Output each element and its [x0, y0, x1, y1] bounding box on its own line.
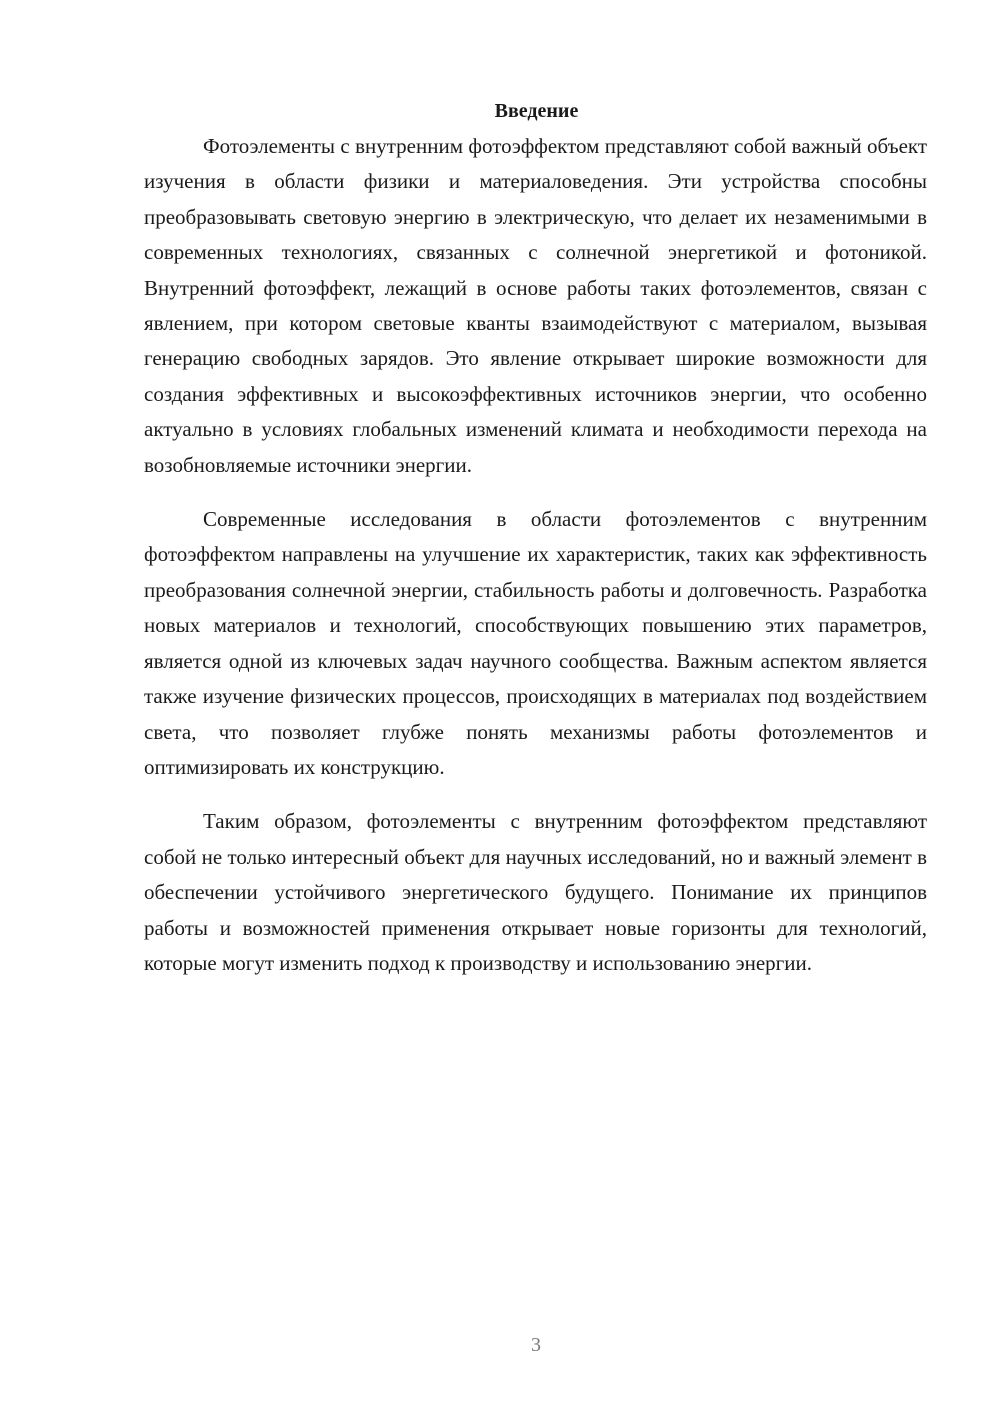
paragraph-2: Современные исследования в области фотоэлементов с внутренним фотоэффектом направлены на улучшение их характеристик, таких как эффективность преобразования солнечной энергии, стабильность работы и долговечность. Разработка новых материалов и технологий, способствующих повышению этих параметров, является одной из ключевых задач научного сообщества. Важным аспектом является также изучение физических процессов, происходящих в материалах под воздействием света, что позволяет глубже понять механизмы работы фотоэлементов и оптимизировать их конструкцию.: [144, 507, 927, 779]
page-number: 3: [531, 1334, 541, 1356]
paragraph-spacer: [144, 785, 927, 804]
section-heading: Введение: [494, 100, 579, 122]
paragraph-spacer: [144, 483, 927, 502]
paragraph-3: Таким образом, фотоэлементы с внутренним фотоэффектом представляют собой не только интересный объект для научных исследований, но и важный элемент в обеспечении устойчивого энергетического будущего. Понимание их принципов работы и возможностей применения открывает новые горизонты для технологий, которые могут изменить подход к производству и использованию энергии.: [144, 809, 927, 975]
paragraph-1: Фотоэлементы с внутренним фотоэффектом представляют собой важный объект изучения в области физики и материаловедения. Эти устройства способны преобразовывать световую энергию в электрическую, что делает их незаменимыми в современных технологиях, связанных с солнечной энергетикой и фотоникой. Внутренний фотоэффект, лежащий в основе работы таких фотоэлементов, связан с явлением, при котором световые кванты взаимодействуют с материалом, вызывая генерацию свободных зарядов. Это явление открывает широкие возможности для создания эффективных и высокоэффективных источников энергии, что особенно актуально в условиях глобальных изменений климата и необходимости перехода на возобновляемые источники энергии.: [144, 134, 927, 477]
page-content: [144, 96, 927, 981]
